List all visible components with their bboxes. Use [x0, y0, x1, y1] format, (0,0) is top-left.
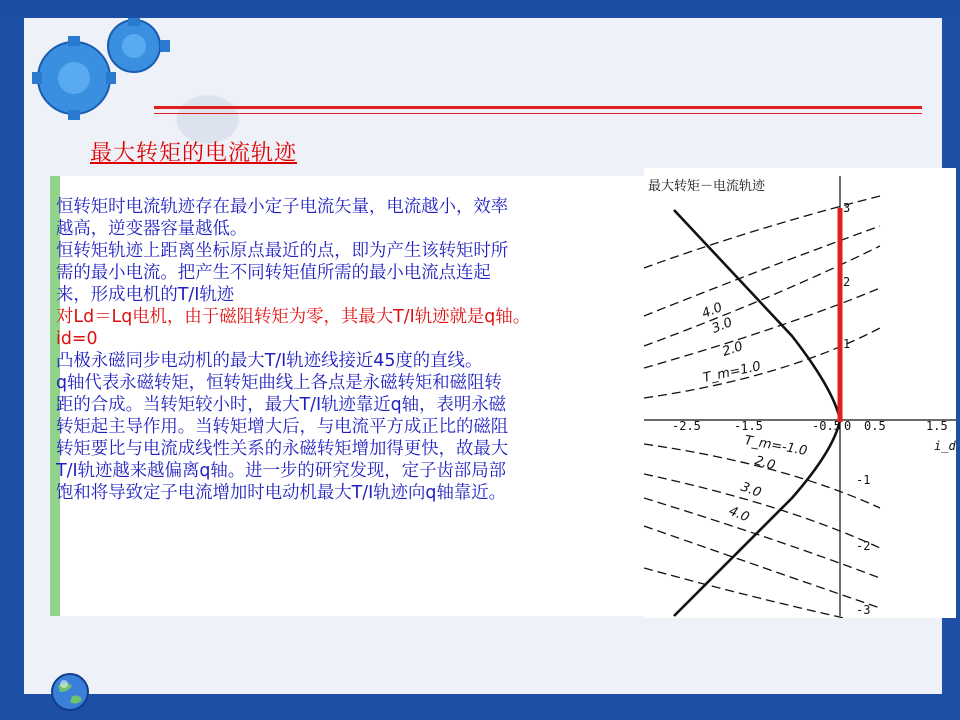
- torque-curve-lower: [644, 568, 844, 618]
- y-tick: 3: [843, 201, 851, 215]
- curve-label: T_m=-1.0: [743, 433, 809, 459]
- x-tick: -0.5: [812, 419, 841, 433]
- body-line: 距的合成。当转矩较小时，最大T/I轨迹靠近q轴，表明永磁: [56, 395, 507, 415]
- trajectory-figure: [644, 168, 956, 618]
- curve-label: 2.0: [752, 453, 777, 474]
- max-ti-trajectory: [674, 210, 840, 616]
- header-rule-thin: [154, 113, 922, 114]
- torque-curve-upper: [644, 246, 880, 346]
- trajectory-diagram: [644, 168, 956, 618]
- body-line: 转矩起主导作用。当转矩增大后，与电流平方成正比的磁阻: [56, 417, 509, 437]
- curve-label: 3.0: [738, 479, 764, 501]
- torque-curve-lower: [644, 498, 880, 578]
- x-axis-label: i_d: [934, 439, 956, 453]
- body-line: 恒转矩轨迹上距离坐标原点最近的点，即为产生该转矩时所: [56, 241, 509, 261]
- curve-label: 3.0: [709, 315, 735, 337]
- y-tick: -1: [856, 473, 871, 487]
- curve-label: T_m=1.0: [701, 359, 763, 386]
- body-line: T/I轨迹越来越偏离q轴。进一步的研究发现，定子齿部局部: [56, 461, 507, 481]
- torque-curve-lower: [644, 526, 880, 608]
- body-line: 转矩要比与电流成线性关系的永磁转矩增加得更快，故最大: [56, 439, 509, 459]
- body-line: q轴代表永磁转矩，恒转矩曲线上各点是永磁转矩和磁阻转: [56, 373, 502, 393]
- body-line: 来，形成电机的T/I轨迹: [56, 285, 235, 305]
- torque-curve-lower: [644, 474, 880, 548]
- x-tick: 0: [844, 419, 852, 433]
- curve-label: 4.0: [726, 503, 752, 526]
- torque-curve-lower: [644, 444, 880, 508]
- y-tick: 2: [843, 275, 851, 289]
- y-tick: -3: [856, 603, 871, 617]
- y-tick: -2: [856, 539, 871, 553]
- body-line: id=0: [56, 329, 98, 349]
- body-line: 需的最小电流。把产生不同转矩值所需的最小电流点连起: [56, 263, 491, 283]
- body-line: 饱和将导致定子电流增加时电动机最大T/I轨迹向q轴靠近。: [56, 483, 507, 503]
- header-rule-thick: [154, 106, 922, 109]
- x-tick: -2.5: [672, 419, 701, 433]
- curve-label: 4.0: [699, 300, 725, 322]
- x-tick: -1.5: [734, 419, 763, 433]
- figure-title: 最大转矩－电流轨迹: [648, 179, 766, 194]
- gear-icon: [24, 18, 194, 128]
- x-tick: 1.5: [926, 419, 948, 433]
- x-tick: 0.5: [864, 419, 886, 433]
- body-line: 越高，逆变器容量越低。: [56, 219, 248, 239]
- slide-frame-top: [0, 0, 960, 18]
- y-tick: 1: [843, 337, 851, 351]
- slide-title: 最大转矩的电流轨迹: [90, 141, 298, 166]
- globe-icon: [50, 672, 90, 712]
- body-line: 凸极永磁同步电动机的最大T/I轨迹线接近45度的直线。: [56, 351, 483, 371]
- slide-canvas: [24, 18, 956, 694]
- body-line: 对Ld＝Lq电机，由于磁阻转矩为零，其最大T/I轨迹就是q轴。: [56, 307, 531, 327]
- body-line: 恒转矩时电流轨迹存在最小定子电流矢量，电流越小，效率: [56, 197, 509, 217]
- curve-label: 2.0: [720, 339, 745, 360]
